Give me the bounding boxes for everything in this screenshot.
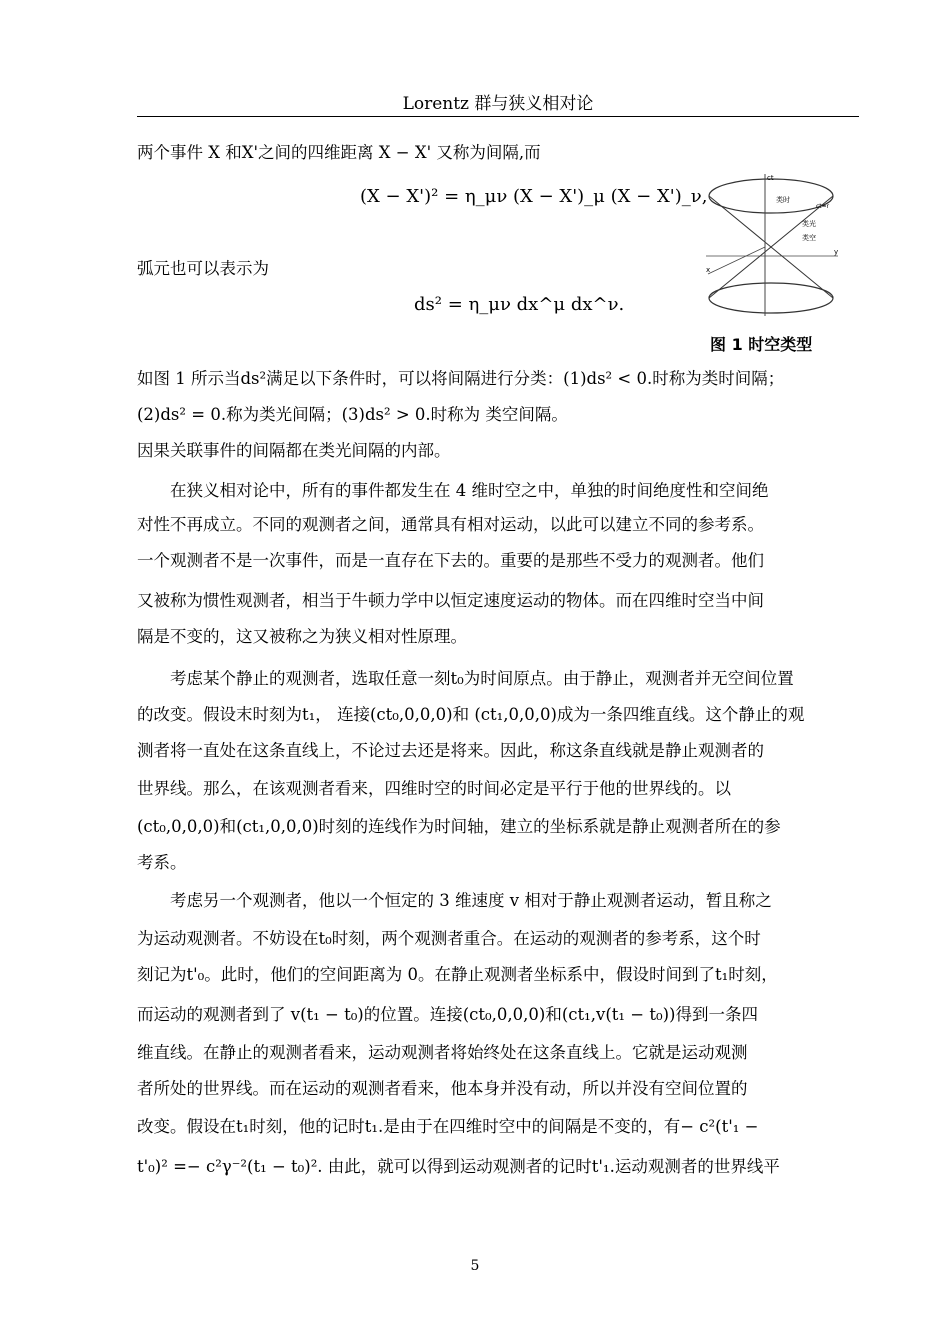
lightlike-region-label: 类光: [802, 220, 816, 228]
text-line: 为运动观测者。不妨设在t₀时刻，两个观测者重合。在运动的观测者的参考系，这个时: [137, 929, 761, 948]
text-line: 考系。: [137, 853, 187, 872]
figure-caption: 图 1 时空类型: [710, 335, 813, 354]
text-line: 而运动的观测者到了 v(t₁ − t₀)的位置。连接(ct₀,0,0,0)和(ct₁,v(t₁ − t₀))得到一条四: [137, 1005, 758, 1024]
text-line: 因果关联事件的间隔都在类光间隔的内部。: [137, 441, 451, 460]
page-number: 5: [470, 1258, 480, 1274]
equation-interval: (X − X')² = η_μν (X − X')_μ (X − X')_ν,: [360, 186, 708, 207]
text-line: 考虑某个静止的观测者，选取任意一刻t₀为时间原点。由于静止，观测者并无空间位置: [170, 669, 794, 688]
y-axis-label: y: [834, 248, 839, 256]
text-line: 在狭义相对论中，所有的事件都发生在 4 维时空之中，单独的时间绝度性和空间绝: [170, 481, 769, 500]
text-line: 的改变。假设末时刻为t₁， 连接(ct₀,0,0,0)和 (ct₁,0,0,0)成为一条四维直线。这个静止的观: [137, 705, 805, 724]
lightlike-label: ct=r: [816, 203, 830, 210]
text-line: (ct₀,0,0,0)和(ct₁,0,0,0)时刻的连线作为时间轴，建立的坐标系就是静止观测者所在的参: [137, 817, 781, 836]
text-line: 世界线。那么，在该观测者看来，四维时空的时间必定是平行于他的世界线的。以: [137, 779, 731, 798]
light-cone-figure: [696, 170, 846, 320]
text-line: 对性不再成立。不同的观测者之间，通常具有相对运动，以此可以建立不同的参考系。: [137, 515, 764, 534]
text-line: 一个观测者不是一次事件，而是一直存在下去的。重要的是那些不受力的观测者。他们: [137, 551, 764, 570]
timelike-label: 类时: [776, 196, 790, 204]
text-line: 隔是不变的，这又被称之为狭义相对性原理。: [137, 627, 467, 646]
running-header: Lorentz 群与狭义相对论: [402, 94, 594, 114]
text-line: 两个事件 X 和X'之间的四维距离 X − X' 又称为间隔,而: [137, 143, 541, 162]
text-line: 考虑另一个观测者，他以一个恒定的 3 维速度 v 相对于静止观测者运动，暂且称之: [170, 891, 772, 910]
text-line: (2)ds² = 0.称为类光间隔；(3)ds² > 0.时称为 类空间隔。: [137, 405, 568, 424]
equation-arc: ds² = η_μν dx^μ dx^ν.: [414, 294, 625, 315]
text-line: 改变。假设在t₁时刻，他的记时t₁.是由于在四维时空中的间隔是不变的，有− c²(t'₁ −: [137, 1117, 759, 1136]
text-line: 维直线。在静止的观测者看来，运动观测者将始终处在这条直线上。它就是运动观测: [137, 1043, 748, 1062]
text-line: 刻记为t'₀。此时，他们的空间距离为 0。在静止观测者坐标系中，假设时间到了t₁时刻，: [137, 965, 778, 984]
text-line: t'₀)² =− c²γ⁻²(t₁ − t₀)². 由此，就可以得到运动观测者的记时t'₁.运动观测者的世界线平: [137, 1157, 780, 1176]
text-line: 弧元也可以表示为: [137, 259, 269, 278]
text-line: 如图 1 所示当ds²满足以下条件时，可以将间隔进行分类：(1)ds² < 0.时称为类时间隔；: [137, 369, 785, 388]
spacelike-label: 类空: [802, 234, 816, 242]
x-axis-label: x: [706, 266, 711, 274]
ct-axis-label: ct: [767, 174, 774, 182]
text-line: 者所处的世界线。而在运动的观测者看来，他本身并没有动，所以并没有空间位置的: [137, 1079, 748, 1098]
text-line: 又被称为惯性观测者，相当于牛顿力学中以恒定速度运动的物体。而在四维时空当中间: [137, 591, 764, 610]
text-line: 测者将一直处在这条直线上，不论过去还是将来。因此，称这条直线就是静止观测者的: [137, 741, 764, 760]
header-rule: [137, 116, 859, 117]
